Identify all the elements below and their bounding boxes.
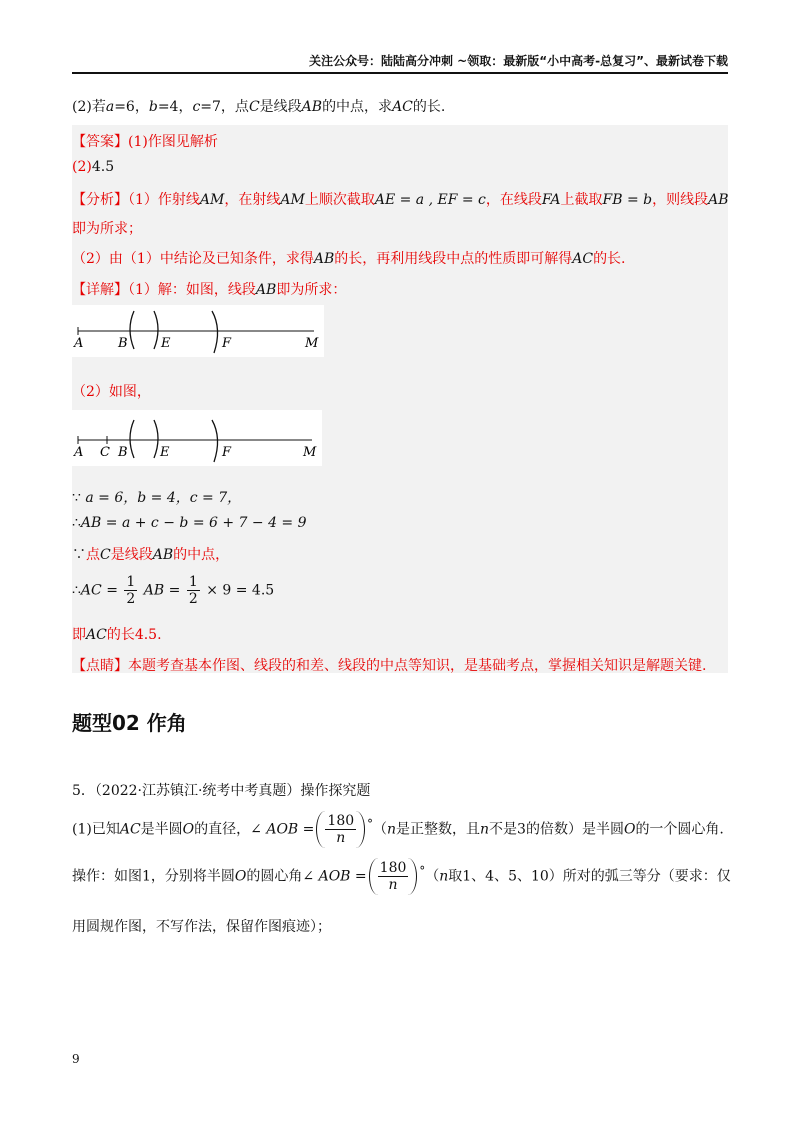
- page-header: 关注公众号：陆陆高分冲刺 ~领取：最新版“小中高考-总复习”、最新试卷下载: [309, 54, 728, 68]
- page-number: 9: [72, 1052, 80, 1066]
- label-f: F: [222, 445, 232, 460]
- solution-step-1: ∵ a = 6，b = 4，c = 7，: [72, 490, 242, 506]
- arc-e: [154, 420, 158, 458]
- fraction-paren: $\frac{180}{n}$: [369, 858, 418, 895]
- figure-2: [72, 410, 322, 466]
- solution-step-5: 即AC的长4.5.: [72, 627, 162, 643]
- label-a: A: [74, 336, 84, 351]
- detail-line: 【详解】（1）解：如图，线段AB即为所求：: [72, 282, 347, 298]
- analysis-line-2: 即为所求；: [72, 221, 142, 237]
- solution-step-3: ∵点C是线段AB的中点，: [72, 547, 230, 563]
- label-f: F: [222, 336, 232, 351]
- arc-e: [154, 311, 158, 349]
- label-a: A: [74, 445, 84, 460]
- solution-step-4: ∴AC = $\frac{1}{2}$ AB = $\frac{1}{2}$ × 9 = 4.5: [72, 574, 275, 607]
- arc-f: [212, 311, 218, 353]
- label-m: M: [305, 336, 319, 351]
- solution-step-2: ∴AB = a + c − b = 6 + 7 − 4 = 9: [72, 515, 307, 531]
- analysis-line-3: （2）由（1）中结论及已知条件，求得AB的长，再利用线段中点的性质即可解得AC的长.: [72, 251, 626, 267]
- comment-line: 【点睛】本题考查基本作图、线段的和差、线段的中点等知识，是基础考点，掌握相关知识是解题关键.: [72, 658, 707, 674]
- q5-line-1: (1)已知AC是半圆O的直径，∠ AOB = $\frac{180}{n}$ °（n是正整数，且n不是3的倍数）是半圆O的一个圆心角.: [72, 813, 724, 846]
- arc-f: [212, 420, 218, 462]
- analysis-line-1: 【分析】（1）作射线AM，在射线AM上顺次截取AE = a , EF = c，在线段FA上截取FB = b，则线段AB: [72, 192, 729, 208]
- label-b: B: [118, 336, 128, 351]
- q5-line-2: 操作：如图1，分别将半圆O的圆心角∠ AOB = $\frac{180}{n}$ °（n取1、4、5、10）所对的弧三等分（要求：仅: [72, 860, 731, 893]
- part2-heading: （2）如图，: [72, 384, 151, 400]
- answer-part2: (2)4.5: [72, 159, 115, 175]
- section-title: 题型02 作角: [72, 711, 187, 735]
- arc-b: [130, 311, 134, 349]
- header-rule: [72, 72, 728, 74]
- question-2: (2)若a=6，b=4，c=7，点C是线段AB的中点，求AC的长.: [72, 99, 446, 115]
- label-e: E: [160, 445, 170, 460]
- arc-b: [130, 420, 134, 458]
- q5-line-3: 用圆规作图，不写作法，保留作图痕迹）；: [72, 919, 331, 935]
- fraction-half: $\frac{1}{2}$: [188, 574, 198, 607]
- answer-label: 【答案】(1)作图见解析: [72, 134, 218, 150]
- label-m: M: [303, 445, 317, 460]
- q5-header: 5．（2022·江苏镇江·统考中考真题）操作探究题: [72, 783, 371, 799]
- fraction-paren: $\frac{180}{n}$: [316, 811, 365, 848]
- label-e: E: [161, 336, 171, 351]
- fraction-half: $\frac{1}{2}$: [126, 574, 136, 607]
- label-b: B: [118, 445, 128, 460]
- label-c: C: [100, 445, 110, 460]
- figure-1: [72, 305, 324, 357]
